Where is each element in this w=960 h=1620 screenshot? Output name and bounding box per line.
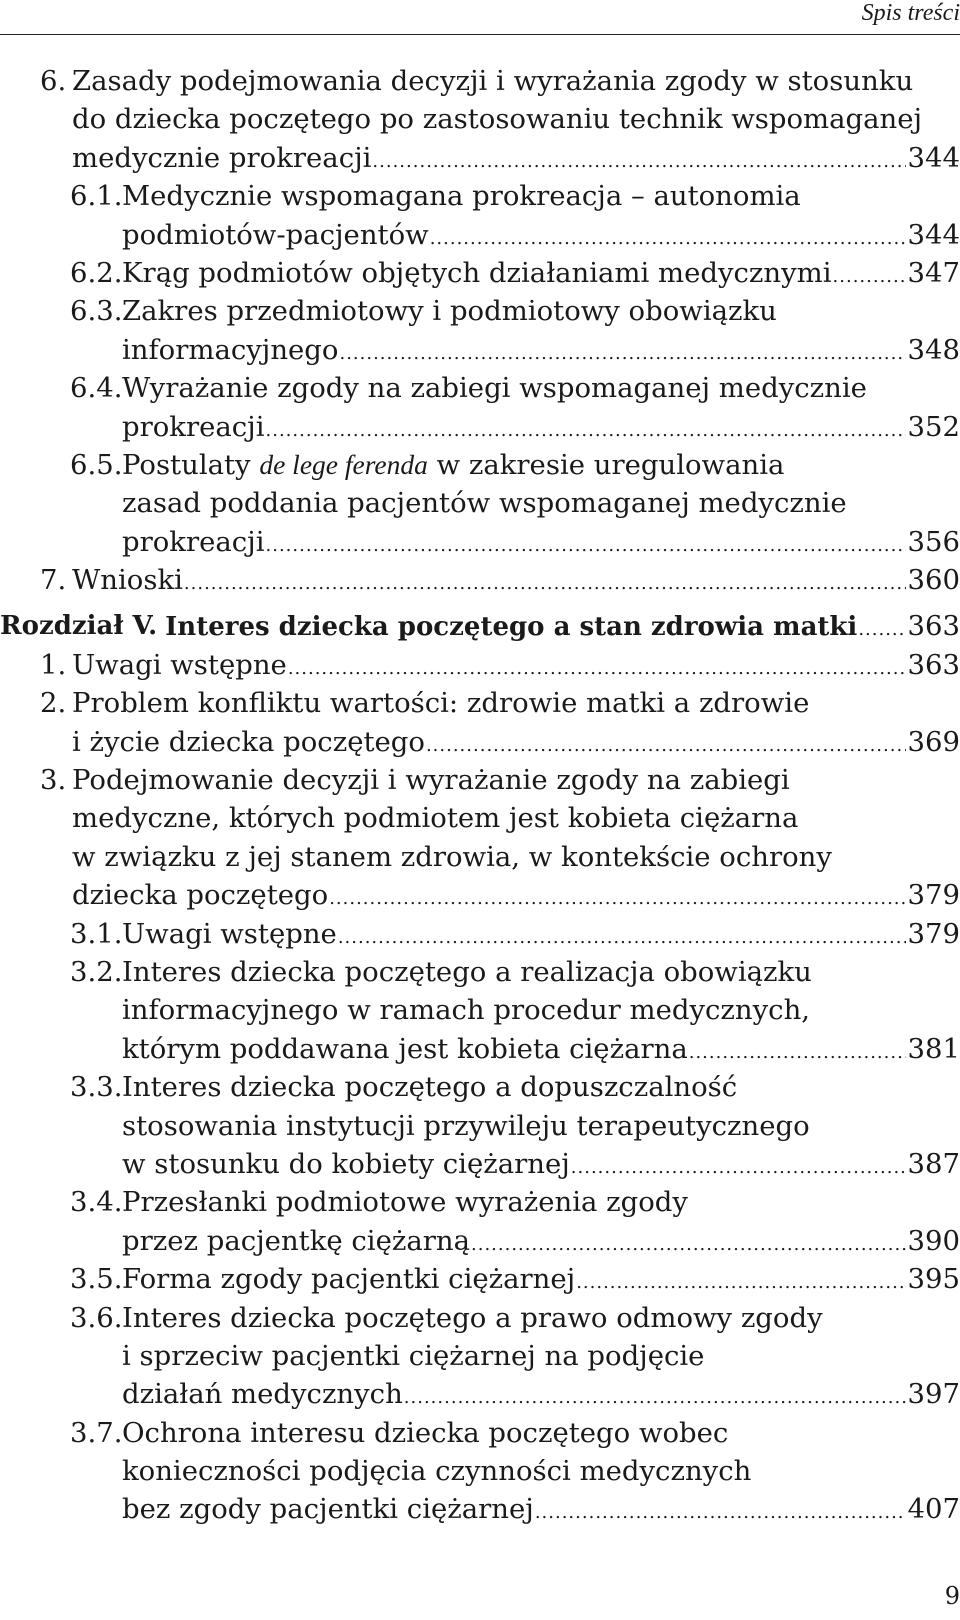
toc-entry-title-line: Interes dziecka poczętego a prawo odmowy zgody	[122, 1301, 823, 1334]
toc-entry-title-line	[122, 449, 784, 481]
dot-leader	[575, 1264, 905, 1302]
toc-entry[interactable]	[0, 1299, 960, 1414]
toc-entry[interactable]	[0, 953, 960, 1068]
toc-entry[interactable]	[0, 1414, 960, 1529]
toc-page-number: 379	[907, 917, 960, 950]
toc-entry-number: 6.2.	[70, 256, 123, 289]
toc-entry-number: 6.	[40, 65, 67, 97]
toc-entry[interactable]	[0, 446, 960, 561]
toc-page-number: 397	[907, 1378, 960, 1411]
toc-entry-title-line: którym poddawana jest kobieta ciężarna	[122, 1032, 688, 1065]
toc-entry-title-line: informacyjnego w ramach procedur medycznych,	[122, 994, 811, 1027]
toc-entry-number: 3.5.	[70, 1263, 123, 1296]
toc-entry-title-line: Interes dziecka poczętego a dopuszczalność	[122, 1071, 738, 1104]
toc-entry-number: 2.	[40, 687, 67, 720]
dot-leader	[470, 1226, 906, 1264]
toc-page-number: 360	[907, 564, 960, 597]
toc-entry[interactable]	[0, 254, 960, 292]
toc-entry-title-line: zasad poddania pacjentów wspomaganej medycznie	[122, 487, 847, 520]
toc-entry-title-line: Forma zgody pacjentki ciężarnej	[122, 1263, 576, 1296]
toc-chapter-entry[interactable]	[0, 607, 960, 645]
toc-entry-title-line: działań medycznych	[122, 1378, 403, 1411]
toc-entry-title-line: w związku z jej stanem zdrowia, w kontekście ochrony	[72, 840, 832, 873]
toc-entry-number: 3.4.	[70, 1186, 123, 1219]
dot-leader	[429, 220, 906, 258]
dot-leader	[287, 650, 906, 688]
toc-entry-title-line: Przesłanki podmiotowe wyrażenia zgody	[122, 1186, 688, 1219]
toc-entry[interactable]	[0, 1068, 960, 1183]
running-header-title: Spis treści	[861, 0, 960, 26]
toc-entry-number: 6.5.	[70, 448, 123, 481]
dot-leader	[857, 611, 905, 649]
toc-entry-number: 3.6.	[70, 1301, 123, 1334]
toc-page-number: 369	[907, 725, 960, 758]
toc-page-number: 407	[907, 1493, 960, 1526]
toc-entry[interactable]	[0, 915, 960, 953]
toc-entry-title-line: medycznie prokreacji	[72, 141, 372, 174]
toc-entry-title-line: Podejmowanie decyzji i wyrażanie zgody na zabiegi	[72, 764, 790, 797]
toc-entry-title-line: Uwagi wstępne	[122, 917, 337, 950]
toc-entry-title-line: dziecka poczętego	[72, 879, 329, 912]
toc-entry-number: 3.2.	[70, 955, 123, 988]
toc-title-italic-text: de lege ferenda	[259, 448, 428, 480]
toc-entry-number: 3.7.	[70, 1416, 123, 1449]
toc-page-number: 379	[907, 879, 960, 912]
toc-entry-title-line: do dziecka poczętego po zastosowaniu technik wspomaganej	[72, 103, 923, 136]
toc-entry-title-line: informacyjnego	[122, 333, 339, 366]
toc-page-number: 381	[907, 1032, 960, 1065]
toc-entry[interactable]	[0, 292, 960, 369]
toc-entry[interactable]	[0, 1183, 960, 1260]
toc-page-number: 344	[907, 218, 960, 251]
dot-leader	[338, 335, 905, 373]
toc-entry[interactable]	[0, 684, 960, 761]
toc-entry-number: 1.	[40, 648, 67, 681]
toc-entry-number: 7.	[40, 564, 67, 597]
toc-entry-title-line: i życie dziecka poczętego	[72, 725, 425, 758]
dot-leader	[534, 1494, 906, 1532]
toc-entry-title-line: i sprzeciw pacjentki ciężarnej na podjęcie	[122, 1339, 705, 1372]
toc-entry-title-line: Zasady podejmowania decyzji i wyrażania zgody w stosunku	[72, 65, 914, 97]
toc-page-number: 344	[907, 141, 960, 174]
toc-page-number: 363	[907, 610, 960, 643]
toc-entry[interactable]	[0, 1260, 960, 1298]
toc-entry[interactable]	[0, 369, 960, 446]
toc-entry-title-line: Ochrona interesu dziecka poczętego wobec	[122, 1416, 729, 1449]
toc-entry-title-line: Krąg podmiotów objętych działaniami medycznymi	[122, 256, 832, 289]
toc-entry[interactable]	[0, 177, 960, 254]
toc-entry-number: 6.3.	[70, 295, 123, 328]
toc-entry-title-line: podmiotów-pacjentów	[122, 218, 429, 251]
toc-entry-title-line: w stosunku do kobiety ciężarnej	[122, 1147, 570, 1180]
toc-entry-title-line: Problem konfliktu wartości: zdrowie matki a zdrowie	[72, 687, 810, 720]
toc-page-number: 390	[907, 1224, 960, 1257]
toc-entry-number: 3.	[40, 764, 67, 797]
toc-entry-title-line: Zakres przedmiotowy i podmiotowy obowiązku	[122, 295, 777, 328]
toc-entry-title-line: Interes dziecka poczętego a stan zdrowia matki	[165, 612, 858, 643]
dot-leader	[265, 527, 906, 565]
toc-title-text: w zakresie uregulowania	[427, 448, 785, 481]
toc-entry-number: 6.4.	[70, 372, 123, 405]
toc-entry-number: 6.1.	[70, 180, 123, 213]
dot-leader	[425, 727, 906, 765]
dot-leader	[183, 565, 906, 603]
toc-entry-title-line: przez pacjentkę ciężarną	[122, 1224, 470, 1257]
toc-entry-title-line: prokreacji	[122, 525, 265, 558]
toc-entry-title-line: Wyrażanie zgody na zabiegi wspomaganej medycznie	[122, 372, 867, 405]
dot-leader	[328, 880, 905, 918]
toc-page-number: 347	[907, 256, 960, 289]
table-of-contents	[0, 62, 960, 1529]
page-number: 9	[944, 1582, 960, 1610]
toc-entry-title-line: bez zgody pacjentki ciężarnej	[122, 1493, 534, 1526]
toc-page-number: 387	[907, 1147, 960, 1180]
toc-entry-title-line: konieczności podjęcia czynności medycznych	[122, 1455, 752, 1488]
header-rule	[0, 34, 960, 35]
toc-entry-title-line: Uwagi wstępne	[72, 648, 287, 681]
toc-entry-title-line: Wnioski	[72, 564, 183, 597]
toc-entry[interactable]	[0, 561, 960, 599]
toc-entry-title-line: prokreacji	[122, 410, 265, 443]
toc-entry[interactable]	[0, 62, 960, 177]
toc-page-number: 395	[907, 1263, 960, 1296]
toc-page-number: 348	[907, 333, 960, 366]
toc-entry-number: 3.3.	[70, 1071, 123, 1104]
dot-leader	[570, 1149, 906, 1187]
toc-entry-number: 3.1.	[70, 917, 123, 950]
dot-leader	[265, 412, 906, 450]
toc-entry[interactable]	[0, 761, 960, 915]
toc-entry-title-line: Medycznie wspomagana prokreacja – autonomia	[122, 180, 801, 213]
dot-leader	[832, 258, 906, 296]
dot-leader	[688, 1034, 906, 1072]
toc-entry-title-line: medyczne, których podmiotem jest kobieta ciężarna	[72, 802, 799, 835]
toc-page-number: 363	[907, 648, 960, 681]
toc-page-number: 352	[907, 410, 960, 443]
toc-title-text: Postulaty	[122, 448, 260, 481]
toc-entry-title-line: Interes dziecka poczętego a realizacja obowiązku	[122, 955, 812, 988]
toc-entry-number: Rozdział V.	[0, 611, 158, 642]
toc-entry-title-line: stosowania instytucji przywileju terapeutycznego	[122, 1109, 810, 1142]
toc-entry[interactable]	[0, 646, 960, 684]
dot-leader	[403, 1379, 906, 1417]
dot-leader	[337, 919, 906, 957]
toc-page-number: 356	[907, 525, 960, 558]
dot-leader	[371, 143, 905, 181]
